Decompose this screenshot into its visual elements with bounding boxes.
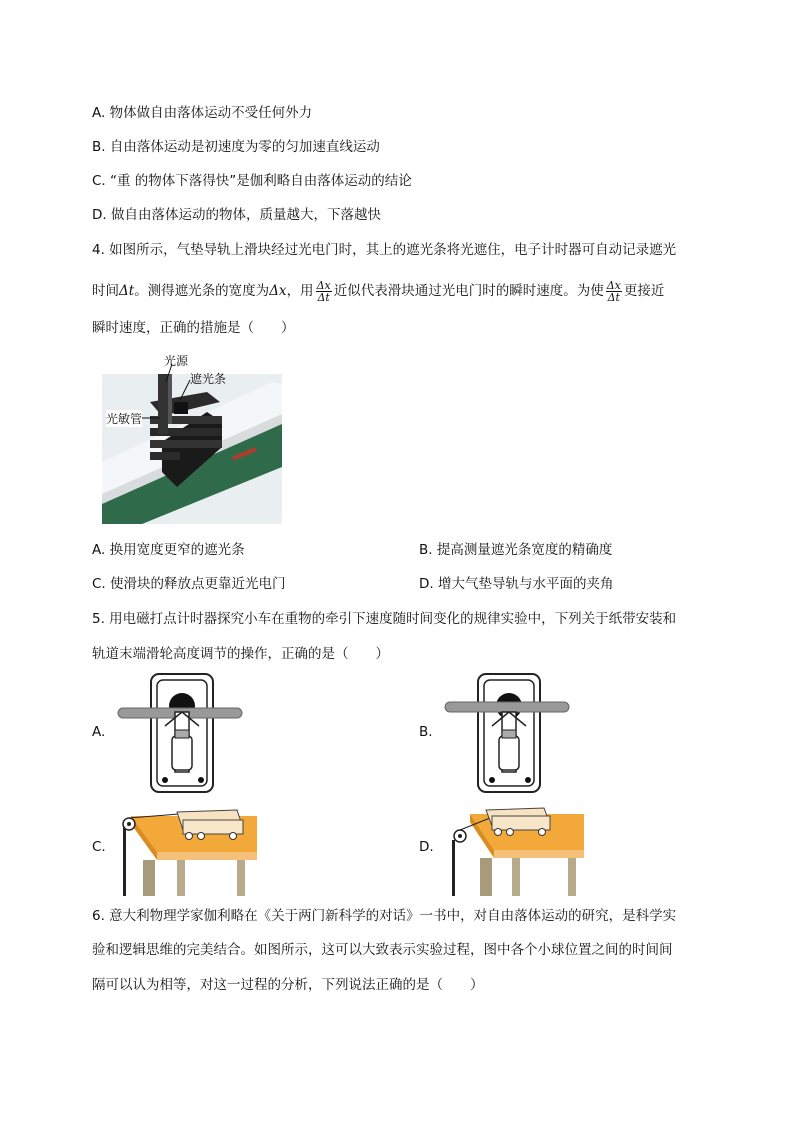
q5-label-a: A. (92, 724, 106, 740)
fraction-denominator: Δt (607, 290, 620, 304)
q5-stem-line2: 轨道末端滑轮高度调节的操作，正确的是（ ） (92, 646, 389, 662)
q4-text: ，用 (286, 283, 314, 299)
q3-option-a: A. 物体做自由落体运动不受任何外力 (92, 105, 313, 121)
q6-stem-line3: 隔可以认为相等，对这一过程的分析，下列说法正确的是（ ） (92, 977, 484, 993)
fraction-denominator: Δt (317, 290, 330, 304)
q6-stem-line1: 6. 意大利物理学家伽利略在《关于两门新科学的对话》一书中，对自由落体运动的研究，是科学实 (92, 908, 677, 924)
q3-option-c: C. “重 的物体下落得快”是伽利略自由落体运动的结论 (92, 173, 412, 189)
q4-option-c: C. 使滑块的释放点更靠近光电门 (92, 576, 286, 592)
q5-timer-figure-b (444, 672, 570, 794)
q4-dx-symbol: Δx (269, 283, 287, 299)
q5-stem-line1: 5. 用电磁打点计时器探究小车在重物的牵引下速度随时间变化的规律实验中，下列关于纸带安装和 (92, 611, 677, 627)
q3-option-b: B. 自由落体运动是初速度为零的匀加速直线运动 (92, 139, 380, 155)
q4-dt-symbol: Δt (119, 283, 135, 299)
q4-option-d: D. 增大气垫导轨与水平面的夹角 (419, 576, 614, 592)
q3-option-d: D. 做自由落体运动的物体，质量越大，下落越快 (92, 207, 381, 223)
q4-stem-line3: 瞬时速度，正确的措施是（ ） (92, 320, 295, 336)
q4-option-b: B. 提高测量遮光条宽度的精确度 (419, 542, 613, 558)
q6-stem-line2: 验和逻辑思维的完美结合。如图所示，这可以大致表示实验过程，图中各个小球位置之间的时间间 (92, 942, 673, 958)
q4-text: 。测得遮光条的宽度为 (134, 283, 270, 299)
timer-illustration-b (444, 672, 570, 794)
fraction-numerator: Δx (606, 278, 621, 292)
label-light-source: 光源 (164, 354, 189, 368)
q4-fraction-2 (606, 280, 622, 303)
q5-label-b: B. (419, 724, 433, 740)
q4-text: 近似代表滑块通过光电门时的瞬时速度。为使 (333, 283, 604, 299)
label-photo-tube: 光敏管 (106, 412, 143, 426)
q4-stem-line1: 4. 如图所示，气垫导轨上滑块经过光电门时，其上的遮光条将光遮住，电子计时器可自动记录遮光 (92, 242, 677, 258)
q4-fraction-1 (316, 280, 332, 303)
q5-table-figure-d (450, 806, 590, 896)
q5-timer-figure-a (117, 672, 243, 794)
label-shading-strip: 遮光条 (190, 372, 227, 386)
q5-label-c: C. (92, 839, 106, 855)
q4-option-a: A. 换用宽度更窄的遮光条 (92, 542, 245, 558)
q5-table-figure-c (117, 806, 262, 896)
q4-text: 更接近 (623, 283, 665, 299)
q5-label-d: D. (419, 839, 434, 855)
q4-text: 时间 (92, 283, 119, 299)
fraction-numerator: Δx (316, 278, 331, 292)
q4-air-track-figure (102, 352, 282, 524)
table-pulley-illustration-d (450, 806, 590, 896)
q4-stem-line2 (92, 277, 664, 305)
table-pulley-illustration-c (117, 806, 262, 896)
timer-illustration-a (117, 672, 243, 794)
